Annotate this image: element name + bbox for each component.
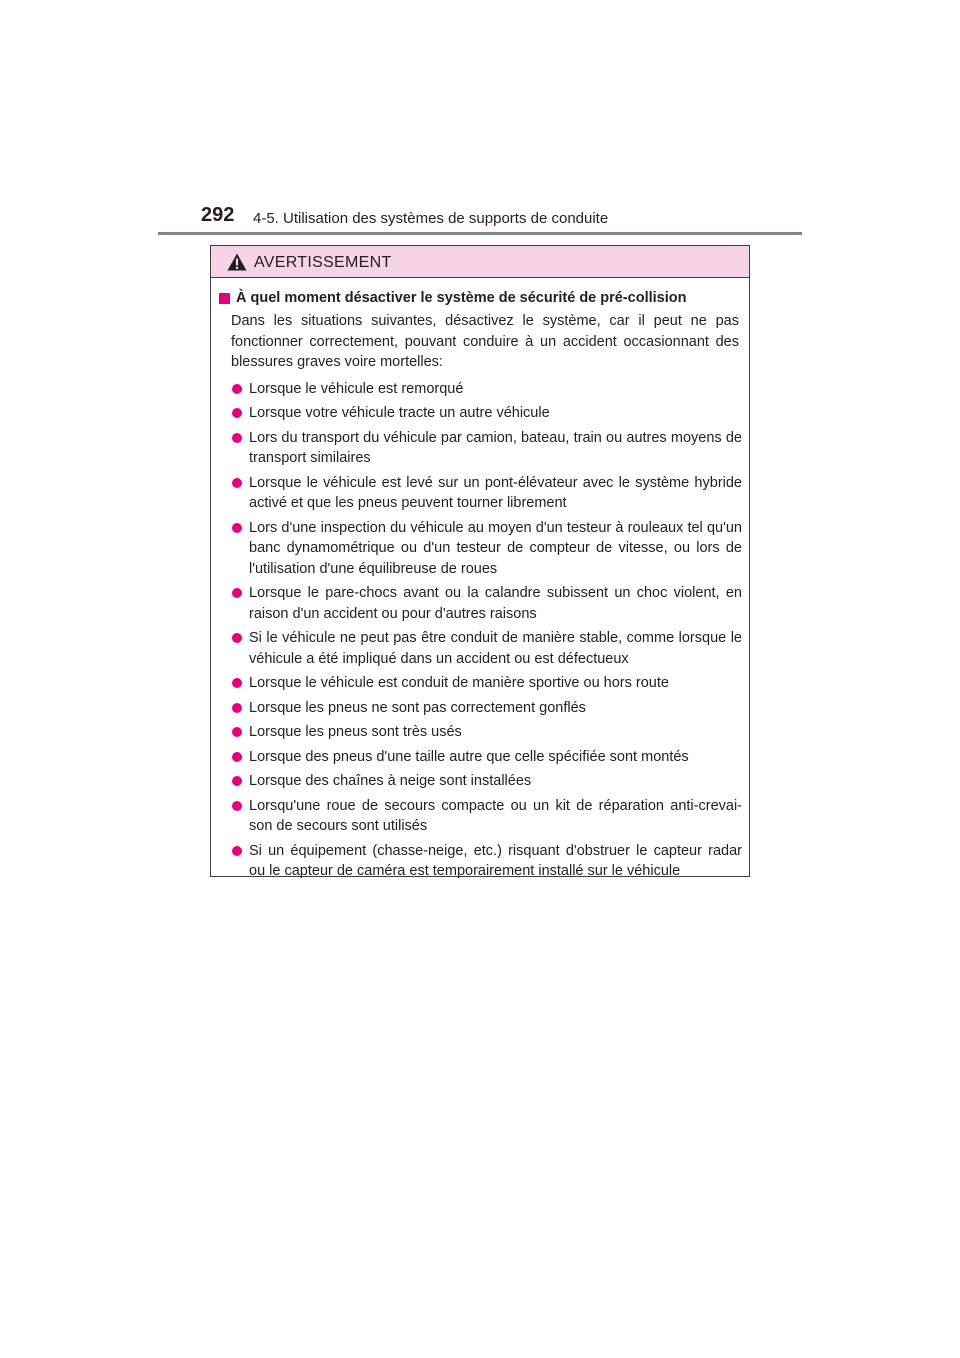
list-item-text: Si le véhicule ne peut pas être conduit de manière stable, comme lorsque le véhicule a été impliqué dans un accident ou est défectueux	[249, 630, 742, 667]
section-title: 4-5. Utilisation des systèmes de supports de conduite	[253, 210, 609, 227]
list-item	[232, 628, 742, 669]
warning-header	[211, 246, 749, 278]
bullet-dot-icon	[232, 433, 242, 443]
bullet-dot-icon	[232, 678, 242, 688]
list-item-text: Lorsque le véhicule est levé sur un pont-élévateur avec le système hybride activé et que les pneus peuvent tourner librement	[249, 474, 742, 511]
bullet-dot-icon	[232, 846, 242, 856]
warning-content	[211, 278, 749, 882]
list-item	[232, 428, 742, 469]
bullet-dot-icon	[232, 727, 242, 737]
list-item-text: Lors du transport du véhicule par camion, bateau, train ou autres moyens de transport similaires	[249, 429, 742, 466]
list-item	[232, 473, 742, 514]
list-item-text: Lorsque les pneus sont très usés	[249, 724, 462, 740]
list-item	[232, 771, 742, 792]
bullet-dot-icon	[232, 478, 242, 488]
bullet-dot-icon	[232, 703, 242, 713]
list-item	[232, 403, 742, 424]
list-item-text: Lorsque des pneus d'une taille autre que celle spécifiée sont montés	[249, 748, 689, 765]
header-divider	[158, 232, 802, 235]
warning-triangle-icon	[227, 253, 247, 271]
list-item-text: Lors d'une inspection du véhicule au moyen d'un testeur à rouleaux tel qu'un banc dynamométrique ou d'un testeur de compteur de vitesse, ou lors de l'utilisation d'une équilibreuse de roues	[249, 519, 742, 577]
list-item	[232, 796, 742, 837]
list-item-text: Si un équipement (chasse-neige, etc.) risquant d'obstruer le capteur radar ou le capteur de caméra est temporairement installé sur le véhicule	[249, 842, 742, 879]
bullet-dot-icon	[232, 776, 242, 786]
list-item	[232, 698, 742, 719]
bullet-dot-icon	[232, 588, 242, 598]
bullet-dot-icon	[232, 384, 242, 394]
page-header	[197, 203, 803, 233]
list-item-text: Lorsque le véhicule est conduit de manière sportive ou hors route	[249, 675, 669, 691]
list-item-text: Lorsque le véhicule est remorqué	[249, 380, 464, 397]
square-bullet-icon	[219, 293, 230, 304]
warning-box	[210, 245, 750, 877]
warning-list	[219, 379, 742, 882]
list-item	[232, 379, 742, 400]
list-item	[232, 673, 742, 694]
list-item-text: Lorsque votre véhicule tracte un autre véhicule	[249, 405, 550, 421]
bullet-dot-icon	[232, 408, 242, 418]
list-item	[232, 722, 742, 743]
list-item-text: Lorsqu'une roue de secours compacte ou un kit de réparation anti-crevai-son de secours sont utilisés	[249, 797, 742, 834]
list-item	[232, 841, 742, 882]
warning-subheading	[219, 288, 742, 309]
bullet-dot-icon	[232, 523, 242, 533]
bullet-dot-icon	[232, 752, 242, 762]
warning-intro: Dans les situations suivantes, désactivez le système, car il peut ne pas fonctionner correctement, pouvant conduire à un accident occasionnant des blessures graves voire mortelles:	[231, 313, 739, 370]
list-item	[232, 518, 742, 580]
list-item-text: Lorsque le pare-chocs avant ou la calandre subissent un choc violent, en raison d'un accident ou pour d'autres raisons	[249, 585, 742, 622]
list-item-text: Lorsque les pneus ne sont pas correctement gonflés	[249, 699, 586, 716]
list-item-text: Lorsque des chaînes à neige sont installées	[249, 773, 532, 789]
bullet-dot-icon	[232, 801, 242, 811]
subheading-text: À quel moment désactiver le système de sécurité de pré-collision	[236, 290, 687, 306]
list-item	[232, 583, 742, 624]
bullet-dot-icon	[232, 633, 242, 643]
list-item	[232, 747, 742, 768]
page-number: 292	[201, 204, 235, 226]
warning-label: AVERTISSEMENT	[254, 254, 392, 271]
